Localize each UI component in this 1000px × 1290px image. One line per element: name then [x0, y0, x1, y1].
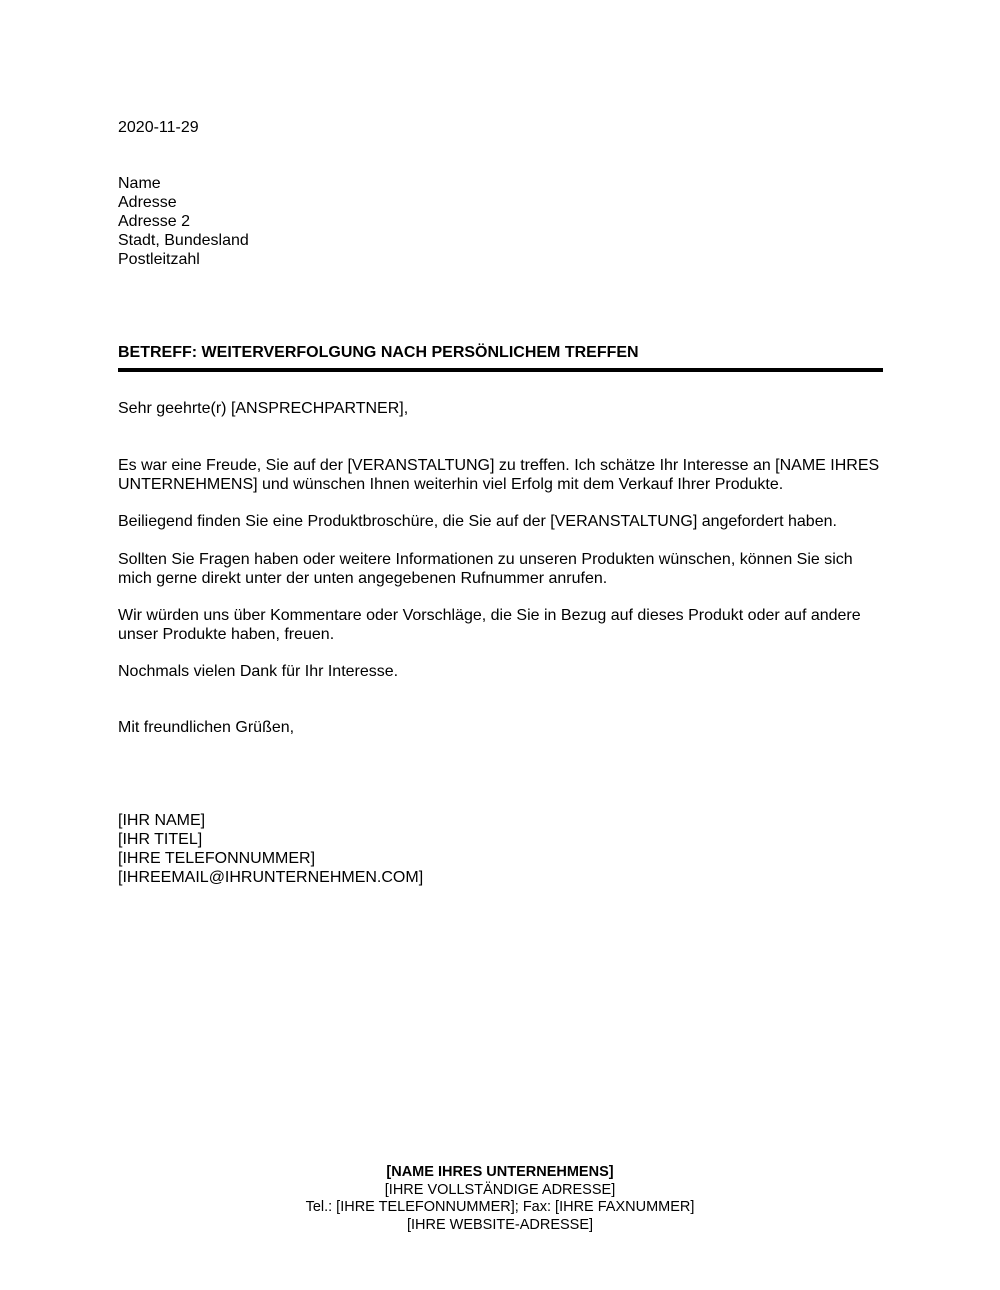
- signature-phone: [IHRE TELEFONNUMMER]: [118, 850, 316, 867]
- recipient-name: Name: [118, 175, 161, 192]
- body-paragraph-5: Nochmals vielen Dank für Ihr Interesse.: [118, 663, 399, 680]
- recipient-address-line-1: Adresse: [118, 194, 177, 211]
- signature-email: [IHREEMAIL@IHRUNTERNEHMEN.COM]: [118, 869, 424, 886]
- recipient-address-line-2: Adresse 2: [118, 213, 191, 230]
- recipient-address: [118, 174, 883, 269]
- closing: Mit freundlichen Grüßen,: [118, 719, 295, 736]
- letterhead-footer: [0, 1164, 1000, 1234]
- subject-line: BETREFF: WEITERVERFOLGUNG NACH PERSÖNLICHEM TREFFEN: [118, 344, 639, 361]
- footer-company-name: [NAME IHRES UNTERNEHMENS]: [386, 1164, 614, 1180]
- recipient-postal-code: Postleitzahl: [118, 251, 200, 268]
- letter-date: 2020-11-29: [118, 119, 199, 136]
- footer-address: [IHRE VOLLSTÄNDIGE ADRESSE]: [384, 1181, 616, 1198]
- signature-title: [IHR TITEL]: [118, 831, 203, 848]
- body-paragraph-4: Wir würden uns über Kommentare oder Vorschläge, die Sie in Bezug auf dieses Produkt oder auf andere unser Produkte haben, freuen.: [118, 607, 861, 643]
- body-paragraph-3: Sollten Sie Fragen haben oder weitere Informationen zu unseren Produkten wünschen, können Sie sich mich gerne direkt unter der unten angegebenen Rufnummer anrufen.: [118, 551, 853, 587]
- footer-website: [IHRE WEBSITE-ADRESSE]: [406, 1216, 594, 1233]
- letter-body: [118, 0, 883, 1290]
- body-paragraph-2: Beiliegend finden Sie eine Produktbroschüre, die Sie auf der [VERANSTALTUNG] angefordert haben.: [118, 513, 837, 530]
- body-paragraph-1: Es war eine Freude, Sie auf der [VERANSTALTUNG] zu treffen. Ich schätze Ihr Interesse an [NAME IHRES UNTERNEHMENS] und wünschen Ihnen weiterhin viel Erfolg mit dem Verkauf Ihrer Produkte.: [118, 457, 880, 493]
- recipient-city-state: Stadt, Bundesland: [118, 232, 249, 249]
- subject-divider: [118, 368, 883, 372]
- signature-name: [IHR NAME]: [118, 812, 206, 829]
- salutation: Sehr geehrte(r) [ANSPRECHPARTNER],: [118, 400, 409, 417]
- footer-contact: Tel.: [IHRE TELEFONNUMMER]; Fax: [IHRE FAXNUMMER]: [305, 1199, 695, 1215]
- signature-block: [118, 811, 883, 887]
